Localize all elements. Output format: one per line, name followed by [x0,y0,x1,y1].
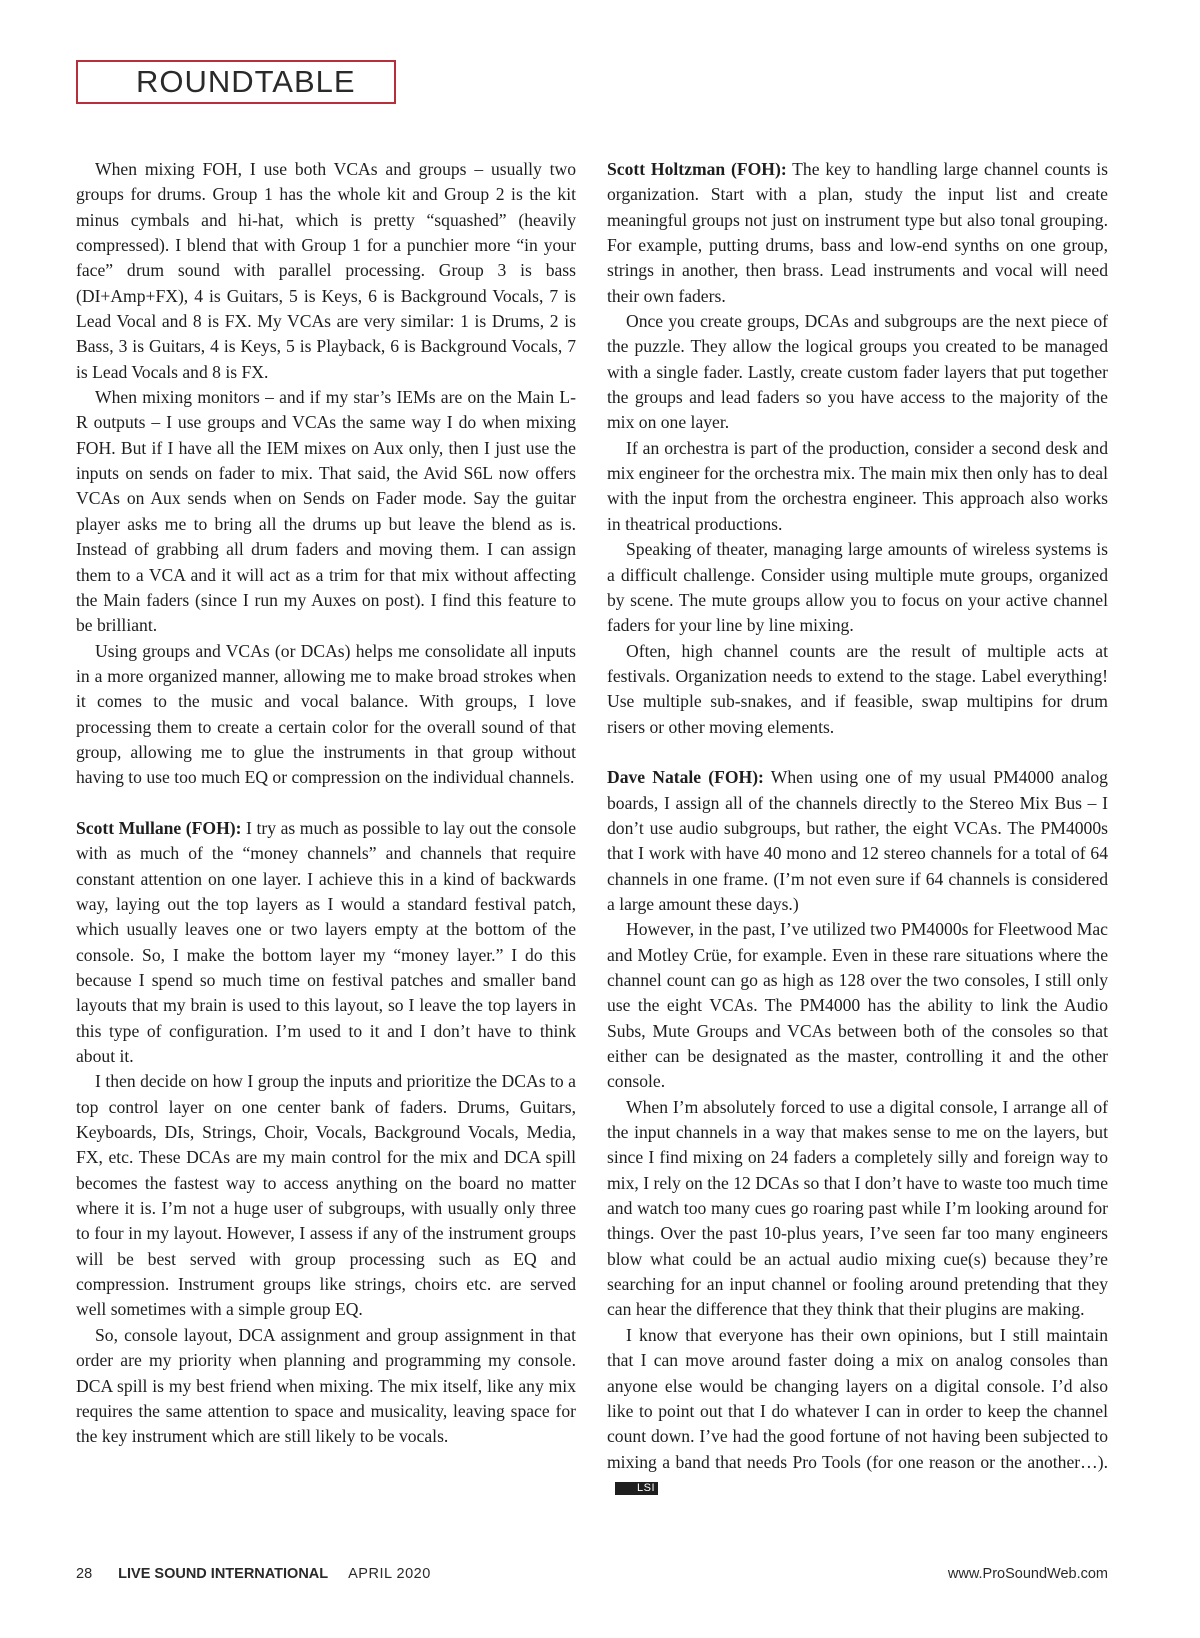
publication-name: LIVE SOUND INTERNATIONAL [118,1566,329,1582]
paragraph: When mixing FOH, I use both VCAs and groups – usually two groups for drums. Group 1 has the whole kit and Group 2 is the kit minus cymbals and hi-hat, which is pretty “squashed” (heavily compressed). I blend that with Group 1 for a punchier more “in your face” drum sound with parallel processing. Group 3 is bass (DI+Amp+FX), 4 is Guitars, 5 is Keys, 6 is Background Vocals, 7 is Lead Vocal and 8 is FX. My VCAs are very similar: 1 is Drums, 2 is Bass, 3 is Guitars, 4 is Keys, 5 is Playback, 6 is Background Vocals, 7 is Lead Vocals and 8 is FX. [76,159,576,382]
paragraph-text: I try as much as possible to lay out the console with as much of the “money channels” and channels that require constant attention on one layer. I achieve this in a kind of backwards way, laying out the top layers as I would a standard festival patch, which usually leaves one or two layers empty at the bottom of the console. So, I make the bottom layer my “money layer.” I do this because I spend so much time on festival patches and smaller band layouts that my brain is used to this layout, so I leave the top layers in this type of configuration. I’m used to it and I don’t have to think about it. [76,817,576,1067]
article-column-right [607,157,1108,1500]
speaker-name: Scott Mullane (FOH): [76,817,242,838]
paragraph-text: When using one of my usual PM4000 analog boards, I assign all of the channels directly to the Stereo Mix Bus – I don’t use audio subgroups, but rather, the eight VCAs. The PM4000s that I work with have 40 mono and 12 stereo channels for a total of 64 channels in one frame. (I’m not even sure if 64 channels is considered a large amount these days.) [607,767,1108,914]
speaker-paragraph [607,157,1108,309]
paragraph: When I’m absolutely forced to use a digital console, I arrange all of the input channels in a way that makes sense to me on the layers, but since I find mixing on 24 faders a completely silly and foreign way to mix, I rely on the 12 DCAs so that I don’t have to waste too much time and watch too many cues go roaring past while I’m looking around for things. Over the past 10-plus years, I’ve seen far too many engineers blow what could be an actual audio mixing cue(s) because they’re searching for an input channel or fooling around pretending that they can hear the difference that they think that their plugins are making. [607,1096,1108,1320]
website-link[interactable]: www.ProSoundWeb.com [947,1566,1108,1582]
section-label: ROUNDTABLE [76,60,396,104]
page-number: 28 [76,1566,93,1582]
paragraph: Often, high channel counts are the result of multiple acts at festivals. Organization needs to extend to the stage. Label everything! Use multiple sub-snakes, and if feasible, swap multipins for drum risers or other moving elements. [607,640,1108,737]
paragraph: Speaking of theater, managing large amounts of wireless systems is a difficult challenge. Consider using multiple mute groups, organized by scene. The mute groups allow you to focus on your active channel faders for your line by line mixing. [607,539,1108,636]
issue-date: APRIL 2020 [348,1566,431,1582]
page-footer [76,1566,1108,1582]
speaker-name: Dave Natale (FOH): [607,767,764,788]
paragraph: Once you create groups, DCAs and subgroups are the next piece of the puzzle. They allow the logical groups you created to be managed with a single fader. Lastly, create custom fader layers that put together the groups and lead faders so you have access to the majority of the mix on one layer. [607,311,1108,433]
paragraph [607,1323,1108,1500]
paragraph: However, in the past, I’ve utilized two PM4000s for Fleetwood Mac and Motley Crüe, for example. Even in these rare situations where the channel count can go as high as 128 over the two consoles, I still only use the eight VCAs. The PM4000 has the ability to link the Audio Subs, Mute Groups and VCAs between both of the consoles so that either can be designated as the master, controlling it and the other console. [607,919,1108,1092]
paragraph: When mixing monitors – and if my star’s IEMs are on the Main L-R outputs – I use groups and VCAs the same way I do when mixing FOH. But if I have all the IEM mixes on Aux only, then I just use the inputs on sends on fader to mix. That said, the Avid S6L now offers VCAs on Aux sends when on Sends on Fader mode. Say the guitar player asks me to bring all the drums up but leave the blend as is. Instead of grabbing all drum faders and moving them. I can assign them to a VCA and it will act as a trim for that mix without affecting the Main faders (since I run my Auxes on post). I find this feature to be brilliant. [76,387,576,636]
paragraph-text: The key to handling large channel counts is organization. Start with a plan, study the input list and create meaningful groups not just on instrument type but also tonal grouping. For example, putting drums, bass and low-end synths on one group, strings in another, then brass. Lead instruments and vocal will need their own faders. [607,159,1108,306]
paragraph: Using groups and VCAs (or DCAs) helps me consolidate all inputs in a more organized manner, allowing me to make broad strokes when it comes to the music and vocal balance. With groups, I love processing them to create a certain color for the overall sound of that group, allowing me to glue the instruments in that group without having to use too much EQ or compression on the individual channels. [76,640,576,788]
end-of-article-mark: LSI [615,1482,658,1495]
article-column-left [76,157,576,1450]
paragraph: I then decide on how I group the inputs and prioritize the DCAs to a top control layer on one center bank of faders. Drums, Guitars, Keyboards, DIs, Strings, Choir, Vocals, Background Vocals, Media, FX, etc. These DCAs are my main control for the mix and DCA spill becomes the fastest way to access anything on the board no matter where it is. I’m not a huge user of subgroups, with usually only three to four in my layout. However, I assess if any of the instrument groups will be best served with group processing such as EQ and compression. Instrument groups like strings, choirs etc. are served well sometimes with a simple group EQ. [76,1071,576,1320]
paragraph-text: I know that everyone has their own opinions, but I still maintain that I can move around faster doing a mix on analog consoles than anyone else would be changing layers on a digital console. I’d also like to point out that I do whatever I can in order to keep the channel count down. I’ve had the good fortune of not having been subjected to mixing a band that needs Pro Tools (for one reason or the another…). [607,1324,1108,1472]
speaker-paragraph [607,765,1108,917]
speaker-name: Scott Holtzman (FOH): [607,159,787,179]
speaker-paragraph [76,816,576,1069]
paragraph: So, console layout, DCA assignment and group assignment in that order are my priority when planning and programming my console. DCA spill is my best friend when mixing. The mix itself, like any mix requires the same attention to space and musicality, leaving space for the key instrument which are still likely to be vocals. [76,1324,576,1447]
paragraph: If an orchestra is part of the production, consider a second desk and mix engineer for the orchestra mix. The main mix then only has to deal with the input from the orchestra engineer. This approach also works in theatrical productions. [607,437,1108,534]
